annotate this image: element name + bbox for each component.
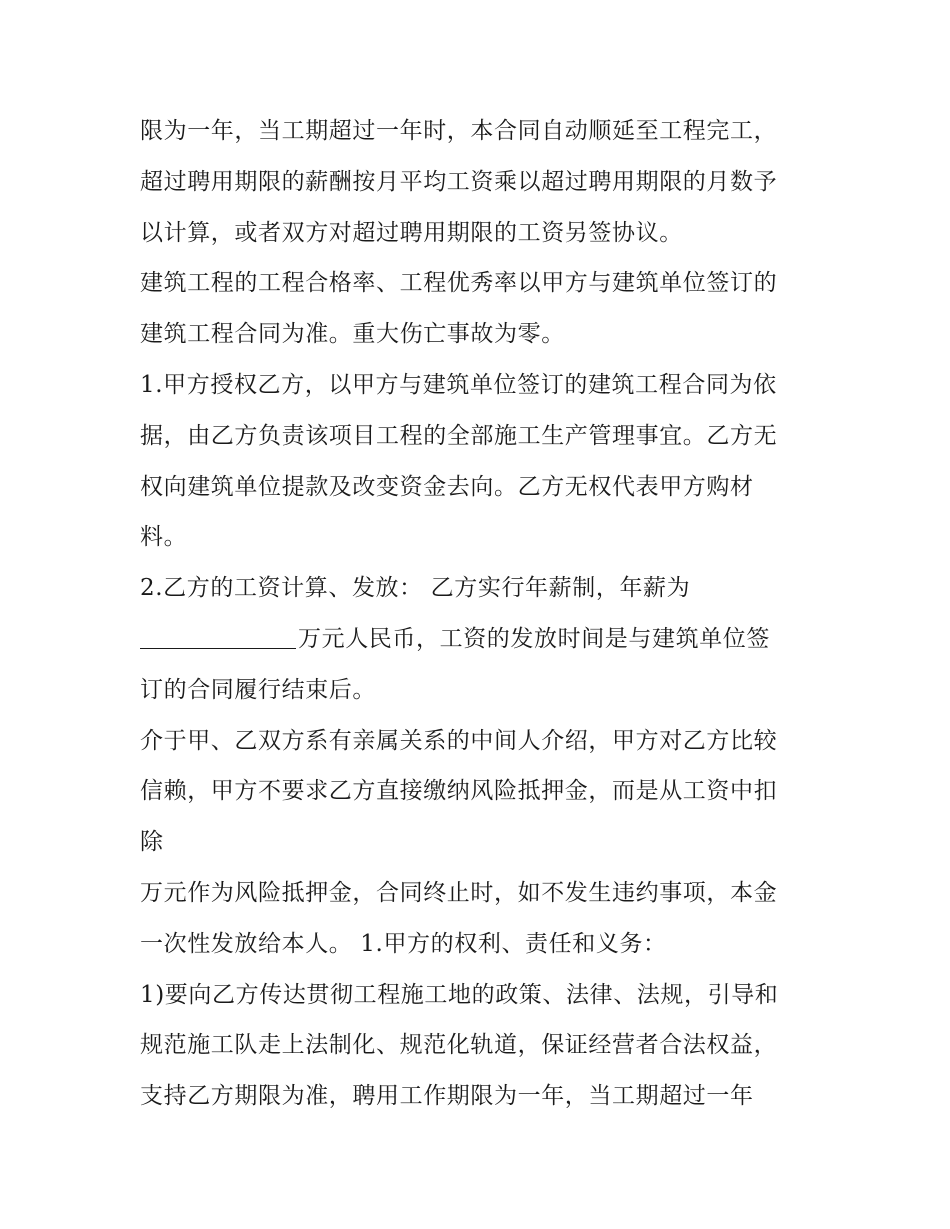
text-line: 一次性发放给本人。 1.甲方的权利、责任和义务： (140, 930, 667, 957)
text-line: 规范施工队走上法制化、规范化轨道，保证经营者合法权益， (140, 1032, 778, 1059)
text-line: 权向建筑单位提款及改变资金去向。乙方无权代表甲方购材 (140, 473, 754, 500)
text-line: 建筑工程的工程合格率、工程优秀率以甲方与建筑单位签订的 (140, 270, 778, 297)
text-line: 2.乙方的工资计算、发放： 乙方实行年薪制，年薪为 (140, 575, 691, 602)
text-line: 限为一年，当工期超过一年时，本合同自动顺延至工程完工， (140, 118, 778, 144)
text-line: 介于甲、乙双方系有亲属关系的中间人介绍，甲方对乙方比较 (140, 727, 778, 754)
text-line: 除 (140, 829, 164, 856)
text-line: 订的合同履行结束后。 (140, 676, 376, 703)
text-line-with-blank (140, 614, 820, 665)
text-line: 料。 (140, 524, 188, 551)
text-line: 建筑工程合同为准。重大伤亡事故为零。 (140, 321, 565, 348)
text-line: 超过聘用期限的薪酬按月平均工资乘以超过聘用期限的月数予 (140, 168, 778, 195)
document-page (140, 106, 820, 1122)
text-line: 1.甲方授权乙方，以甲方与建筑单位签订的建筑工程合同为依 (140, 371, 777, 398)
text-after-blank: 万元人民币，工资的发放时间是与建筑单位签 (298, 625, 770, 652)
text-line: 1)要向乙方传达贯彻工程施工地的政策、法律、法规，引导和 (140, 981, 779, 1008)
text-line: 以计算，或者双方对超过聘用期限的工资另签协议。 (140, 219, 683, 246)
text-line: 信赖，甲方不要求乙方直接缴纳风险抵押金，而是从工资中扣 (140, 778, 778, 805)
text-line: 据，由乙方负责该项目工程的全部施工生产管理事宜。乙方无 (140, 422, 778, 449)
text-line: 万元作为风险抵押金，合同终止时，如不发生违约事项，本金 (140, 879, 778, 906)
text-line: 支持乙方期限为准，聘用工作期限为一年，当工期超过一年 (140, 1083, 754, 1110)
fill-in-blank (140, 626, 296, 649)
